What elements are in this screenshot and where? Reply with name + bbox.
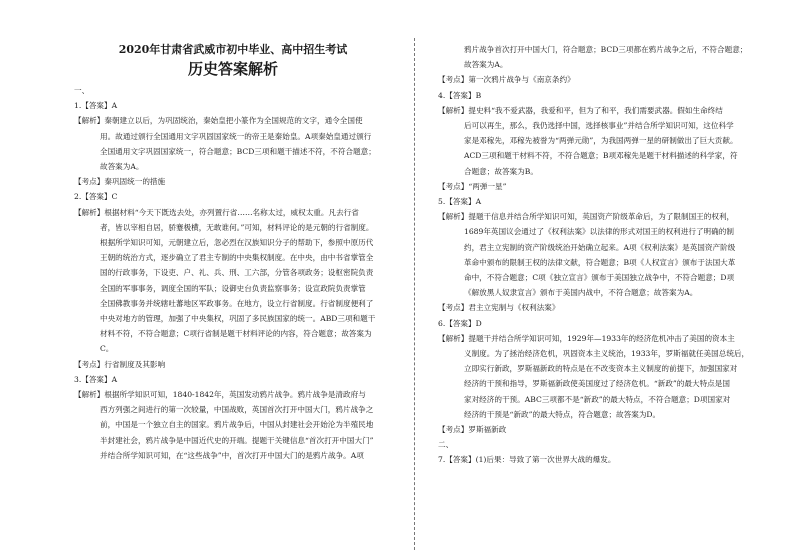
text-line: 【考点】“两弹一星” [438, 181, 507, 191]
right-text-body [438, 42, 750, 468]
text-line: 半封建社会，鸦片战争是中国近代史的开端。提题干关键信息“首次打开中国大门” [100, 435, 374, 445]
text-line: 二、 [438, 440, 454, 450]
text-line: 【解析】根据所学知识可知，1840-1842年，英国发动鸦片战争。鸦片战争是清政府与 [74, 390, 366, 400]
text-line: 家是邓稼先，邓稼先被誉为“两弹元勋”，为我国两弹一星的研制做出了巨大贡献。 [464, 136, 738, 146]
text-line: 西方列强之间进行的第一次较量，中国战败，英国首次打开中国大门，鸦片战争之 [100, 405, 374, 415]
text-line: 【解析】提题干并结合所学知识可知，1929年—1933年的经济危机冲击了美国的资本主 [438, 333, 735, 343]
text-line: 【解析】根据材料“今天下既选去处，亦列置行省……名称太过，威权太重。凡去行省 [74, 207, 359, 217]
text-line: 命中，不符合题意；C项《独立宣言》颁布于美国独立战争中，不符合题意；D项 [464, 273, 735, 283]
text-line: 鸦片战争首次打开中国大门，符合题意；BCD三项都在鸦片战争之后，不符合题意； [464, 45, 748, 54]
text-line: 【考点】君主立宪制与《权利法案》 [438, 303, 560, 313]
text-line: 材料不符，不符合题意；C项行省制是题干材料评论的内容，符合题意；故答案为 [100, 329, 372, 339]
text-line: 合题意；故答案为B。 [464, 166, 538, 176]
text-line: 国的行政事务，下设吏、户、礼、兵、刑、工六部，分管各项政务；设枢密院负责 [100, 268, 374, 278]
text-line: 6.【答案】D [438, 318, 482, 328]
document-title: 2020年甘肃省武威市初中毕业、高中招生考试 [118, 43, 348, 56]
text-line: 1689年英国议会通过了《权利法案》以法律的形式对国王的权利进行了明确的制 [464, 227, 734, 237]
left-column [74, 40, 392, 463]
column-divider [414, 38, 415, 550]
text-line: 7.【答案】(1)后果：导致了第一次世界大战的爆发。 [438, 455, 616, 465]
text-line: 【考点】秦巩固统一的措施 [74, 177, 166, 187]
text-line: 用。故通过颁行全国通用文字巩固国家统一的帝王是秦始皇。A项秦始皇通过颁行 [100, 131, 372, 141]
text-line: 王朝的统治方式，逐步确立了君主专制的中央集权制度。在中央，由中书省掌管全 [100, 253, 374, 263]
text-line: ACD三项和题干材料不符，不符合题意；B项邓稼先是题干材料描述的科学家，符 [464, 151, 738, 161]
text-line: 【考点】第一次鸦片战争与《南京条约》 [438, 75, 575, 85]
text-line: 后可以再生，那么，我仍选择中国，选择核事业”并结合所学知识可知，这位科学 [464, 121, 734, 131]
right-column [438, 42, 750, 468]
text-line: 故答案为A。 [100, 162, 144, 172]
text-line: 家对经济的干预。ABC三项都不是“新政”的最大特点，不符合题意；D项国家对 [464, 394, 731, 404]
text-line: 约，君主立宪制的资产阶级统治开始确立起来。A项《权利法案》是英国资产阶级 [464, 242, 736, 252]
text-line: 革命中颁布的限制王权的法律文献，符合题意；B项《人权宣言》颁布于法国大革 [464, 257, 736, 267]
text-line: 2.【答案】C [74, 192, 118, 202]
document-subtitle: 历史答案解析 [187, 60, 278, 78]
text-line: 并结合所学知识可知，在“这些战争”中，首次打开中国大门的是鸦片战争。A项 [100, 450, 364, 460]
text-line: 一、 [74, 86, 90, 95]
text-line: 义制度。为了拯治经济危机，巩固资本主义统治，1933年，罗斯福就任美国总统后， [464, 349, 750, 359]
text-line: 者，皆以宰相自居，骄蹇极横，无敢谁何。”可知，材料评论的是元朝的行省制度。 [100, 222, 374, 232]
text-line: 3.【答案】A [74, 374, 118, 384]
text-line: 故答案为A。 [464, 60, 508, 70]
text-line: 经济的干预是“新政”的最大特点，符合题意；故答案为D。 [464, 409, 661, 419]
text-line: 【解析】秦朝建立以后，为巩固统治，秦始皇把小篆作为全国规范的文字，通令全国使 [74, 116, 363, 126]
left-text-body [74, 83, 392, 463]
text-line: 全国通用文字巩固国家统一，符合题意；BCD三项和题干描述不符，不符合题意； [100, 146, 376, 156]
text-line: 经济的干预和指导，罗斯福新政使美国度过了经济危机。“新政”的最大特点是国 [464, 379, 730, 389]
text-line: 5.【答案】A [438, 197, 482, 207]
text-line: 全国的军事事务，调度全国的军队；设御史台负责监察事务；设宣政院负责掌管 [100, 283, 366, 293]
text-line: 《解放黑人奴隶宣言》颁布于美国内战中，不符合题意；故答案为A。 [464, 288, 698, 298]
text-line: 全国佛教事务并统辖吐蕃地区军政事务。在地方，设立行省制度。行省制度便利了 [100, 298, 374, 308]
text-line: 【考点】行省制度及其影响 [74, 359, 166, 369]
text-line: 中央对地方的管理，加强了中央集权，巩固了多民族国家的统一。ABD三项和题干 [100, 314, 376, 324]
text-line: 【考点】罗斯福新政 [438, 425, 507, 435]
text-line: C。 [100, 344, 114, 354]
text-line: 根据所学知识可知，元朝建立后，忽必烈在汉族知识分子的帮助下，参照中原历代 [100, 238, 374, 248]
text-line: 立即实行新政，罗斯福新政的特点是在不改变资本主义制度的前提下，加强国家对 [464, 364, 738, 374]
text-line: 4.【答案】B [438, 90, 482, 100]
text-line: 【解析】提题干信息并结合所学知识可知，英国资产阶级革命后，为了限制国王的权利， [438, 212, 735, 222]
text-line: 【解析】提史料“我不爱武器，我爱和平，但为了和平，我们需要武器。假如生命终结 [438, 105, 723, 115]
text-line: 前，中国是一个独立自主的国家。鸦片战争后，中国从封建社会开始沦为半殖民地 [100, 420, 374, 430]
text-line: 1.【答案】A [74, 101, 118, 111]
